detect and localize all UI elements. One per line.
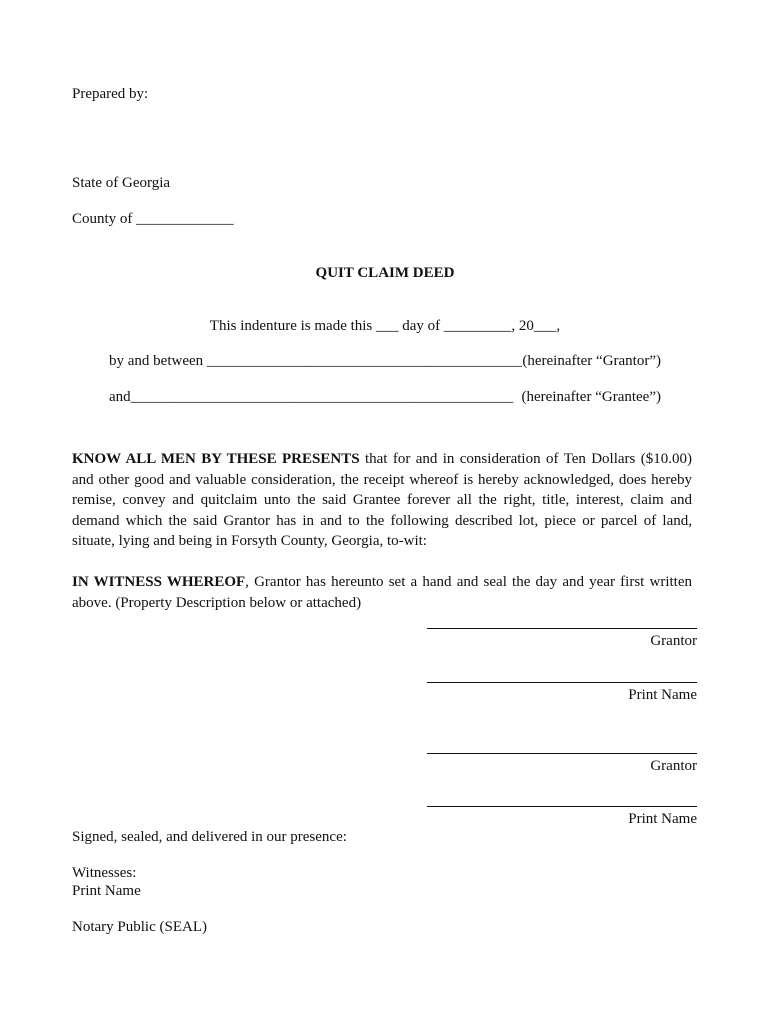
grantee-blank: and___________________________________________________ [109, 389, 514, 405]
know-all-line-1-rest: that for and in consideration of Ten Dollars ($10.00) [359, 451, 693, 467]
grantee-designation: (hereinafter “Grantee”) [521, 389, 661, 405]
witness-print-name-label: Print Name [72, 883, 141, 899]
print-name-2-line[interactable] [427, 806, 697, 807]
know-all-lead: KNOW ALL MEN BY THESE PRESENTS [72, 451, 360, 467]
grantor-2-signature-line[interactable] [427, 753, 697, 754]
witness-clause-line-1-rest: , Grantor has hereunto set a hand and seal the day and year first written [245, 574, 692, 590]
county-label: County of _____________ [72, 211, 234, 227]
grantor-party-row [109, 352, 661, 370]
witnesses-label: Witnesses: [72, 865, 137, 881]
grantor-2-label: Grantor [650, 758, 697, 774]
know-all-line-5: situate, lying and being in Forsyth County, Georgia, to-wit: [72, 533, 427, 549]
know-all-line-1 [72, 449, 692, 470]
signed-sealed-statement: Signed, sealed, and delivered in our presence: [72, 829, 347, 845]
print-name-1-label: Print Name [628, 687, 697, 703]
witness-clause-lead: IN WITNESS WHEREOF [72, 574, 246, 590]
witness-clause-line-2: above. (Property Description below or attached) [72, 594, 362, 611]
grantor-designation: (hereinafter “Grantor”) [522, 353, 661, 369]
notary-seal-label: Notary Public (SEAL) [72, 919, 207, 935]
print-name-1-line[interactable] [427, 682, 697, 683]
grantor-1-signature-line[interactable] [427, 628, 697, 629]
witness-clause-line-1 [72, 572, 692, 593]
grantor-1-label: Grantor [650, 633, 697, 649]
indenture-line: This indenture is made this ___ day of _________, 20___, [209, 318, 561, 334]
know-all-line-4: demand which the said Grantor has in and to the following described lot, piece or parcel of land, [72, 512, 692, 529]
know-all-line-2: and other good and valuable consideration, the receipt whereof is hereby acknowledged, does hereby [72, 471, 692, 488]
state-label: State of Georgia [72, 175, 171, 191]
prepared-by-label: Prepared by: [72, 86, 149, 102]
grantee-party-row [109, 388, 661, 406]
grantor-blank: by and between __________________________________________ [109, 353, 522, 369]
know-all-paragraph [72, 449, 692, 552]
witness-clause-paragraph [72, 572, 692, 613]
document-title: QUIT CLAIM DEED [315, 265, 455, 281]
know-all-line-3: remise, convey and quitclaim unto the said Grantee forever all the right, title, interest, claim and [72, 492, 692, 508]
print-name-2-label: Print Name [628, 811, 697, 827]
